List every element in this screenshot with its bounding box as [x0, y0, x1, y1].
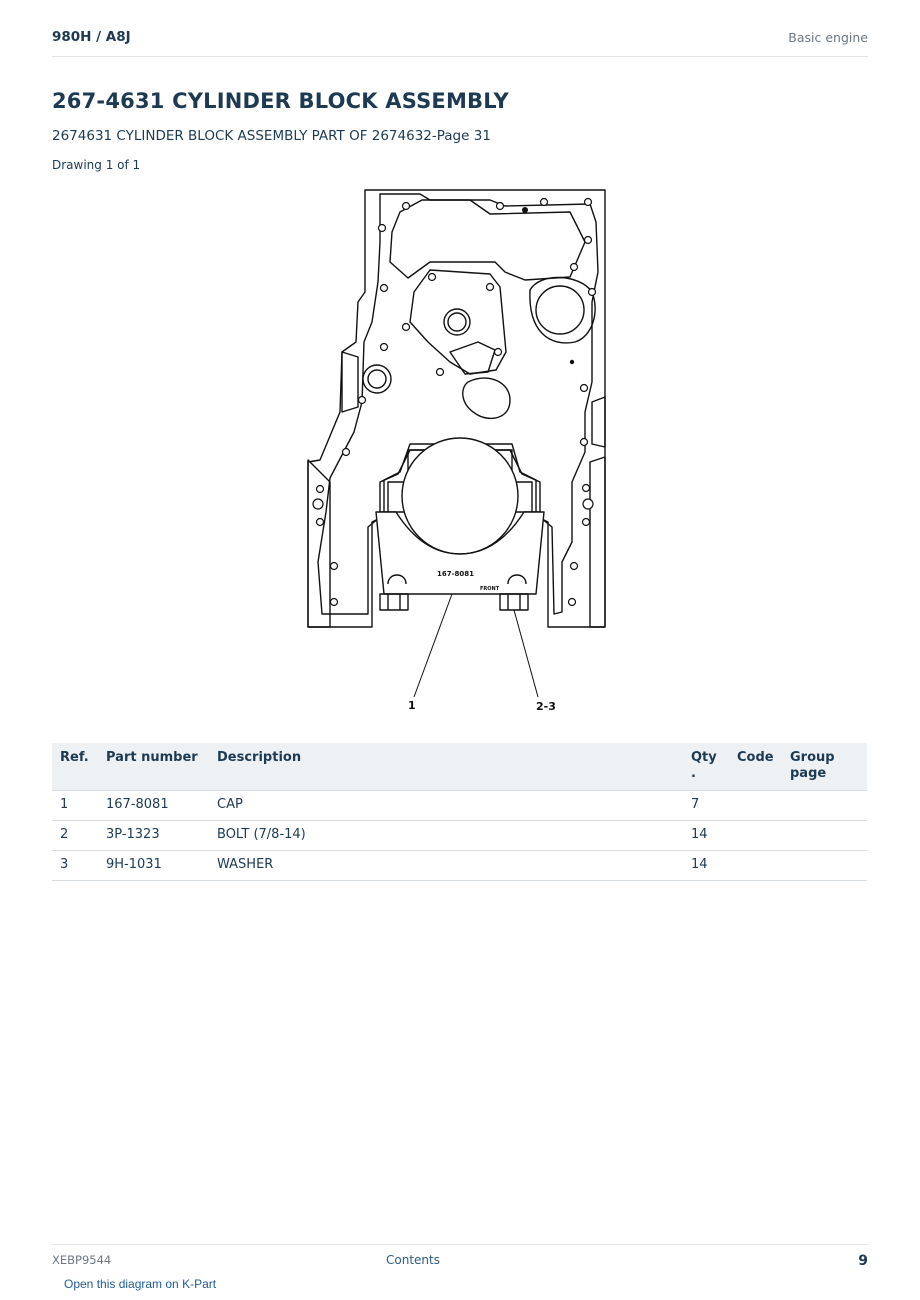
bolt-hole: [381, 285, 388, 292]
cell-part-number: 3P-1323: [98, 821, 209, 851]
cell-code: [729, 821, 782, 851]
bolt-hole: [379, 225, 386, 232]
part-marking-text: 167-8081: [437, 570, 474, 578]
contents-link[interactable]: Contents: [386, 1253, 440, 1267]
callout-2-3-label: 2-3: [536, 700, 556, 713]
bolt-hole: [359, 397, 366, 404]
cell-qty: 7: [683, 791, 729, 821]
bolt-hole: [331, 599, 338, 606]
bolt-hole: [343, 449, 350, 456]
right-flange: [590, 457, 605, 627]
bolt-hole: [487, 284, 494, 291]
page-header: [52, 0, 868, 57]
right-lobe-bore: [536, 286, 584, 334]
left-boss-outer: [363, 365, 391, 393]
column-header-group-page: Group page: [782, 743, 867, 791]
cell-code: [729, 791, 782, 821]
bolt-hole: [331, 563, 338, 570]
bolt-hole: [317, 519, 324, 526]
right-mid-flange: [592, 397, 605, 447]
front-marking-text: FRONT: [480, 586, 500, 592]
dowel-pin: [570, 360, 574, 364]
cell-description: BOLT (7/8-14): [209, 821, 683, 851]
cell-qty: 14: [683, 821, 729, 851]
bolt-hole: [403, 324, 410, 331]
bolt-hole: [495, 349, 502, 356]
bolt-hole: [589, 289, 596, 296]
bolt-hole: [581, 385, 588, 392]
page-title: 267-4631 CYLINDER BLOCK ASSEMBLY: [52, 89, 509, 113]
bolt-hole: [583, 519, 590, 526]
cylinder-block-diagram: [300, 182, 620, 722]
column-header-description: Description: [209, 743, 683, 791]
drawing-count-label: Drawing 1 of 1: [52, 158, 141, 172]
cell-qty: 14: [683, 851, 729, 881]
cell-group-page: [782, 821, 867, 851]
section-label: Basic engine: [788, 30, 868, 45]
table-row: [52, 821, 867, 851]
column-header-code: Code: [729, 743, 782, 791]
bolt-hole: [429, 274, 436, 281]
column-header-part-number: Part number: [98, 743, 209, 791]
table-header-row: [52, 743, 867, 791]
bolt-hole: [571, 264, 578, 271]
table-row: [52, 851, 867, 881]
bolt-hole: [317, 486, 324, 493]
page-number: 9: [858, 1253, 868, 1269]
bolt-hole: [497, 203, 504, 210]
callout-1-leader: [414, 594, 452, 697]
callout-2-3-leader: [514, 610, 538, 697]
column-header-qty: Qty .: [683, 743, 729, 791]
upper-plate: [390, 200, 585, 280]
left-upper-flange: [342, 352, 358, 412]
callout-1-label: 1: [408, 699, 416, 712]
column-header-ref: Ref.: [52, 743, 98, 791]
model-label: 980H / A8J: [52, 29, 131, 45]
pump-bore-inner: [448, 313, 466, 331]
cell-code: [729, 851, 782, 881]
cell-description: WASHER: [209, 851, 683, 881]
bolt-hole: [437, 369, 444, 376]
cell-description: CAP: [209, 791, 683, 821]
bolt-hole: [569, 599, 576, 606]
bolt-hole: [583, 499, 593, 509]
page-subtitle: 2674631 CYLINDER BLOCK ASSEMBLY PART OF 2674632-Page 31: [52, 128, 491, 144]
right-lobe: [530, 277, 595, 342]
oval-port: [463, 378, 510, 418]
bolt-hole: [581, 439, 588, 446]
center-port: [450, 342, 495, 374]
bolt-head-left: [380, 594, 408, 610]
bolt-hole: [583, 485, 590, 492]
bolt-hole: [403, 203, 410, 210]
cell-ref: 2: [52, 821, 98, 851]
open-kpart-link[interactable]: Open this diagram on K-Part: [64, 1277, 217, 1291]
dowel-pin: [522, 207, 528, 213]
cell-group-page: [782, 851, 867, 881]
table-row: [52, 791, 867, 821]
document-id: XEBP9544: [52, 1253, 112, 1267]
bolt-head-right: [500, 594, 528, 610]
bolt-hole: [541, 199, 548, 206]
bolt-hole: [313, 499, 323, 509]
parts-table: [52, 743, 867, 881]
left-boss-inner: [368, 370, 386, 388]
cell-ref: 3: [52, 851, 98, 881]
bolt-hole: [571, 563, 578, 570]
cell-ref: 1: [52, 791, 98, 821]
footer-divider: [52, 1244, 868, 1245]
bolt-hole: [585, 237, 592, 244]
bolt-hole: [585, 199, 592, 206]
cell-part-number: 9H-1031: [98, 851, 209, 881]
cell-part-number: 167-8081: [98, 791, 209, 821]
bolt-hole: [381, 344, 388, 351]
cell-group-page: [782, 791, 867, 821]
crank-bore: [402, 438, 518, 554]
